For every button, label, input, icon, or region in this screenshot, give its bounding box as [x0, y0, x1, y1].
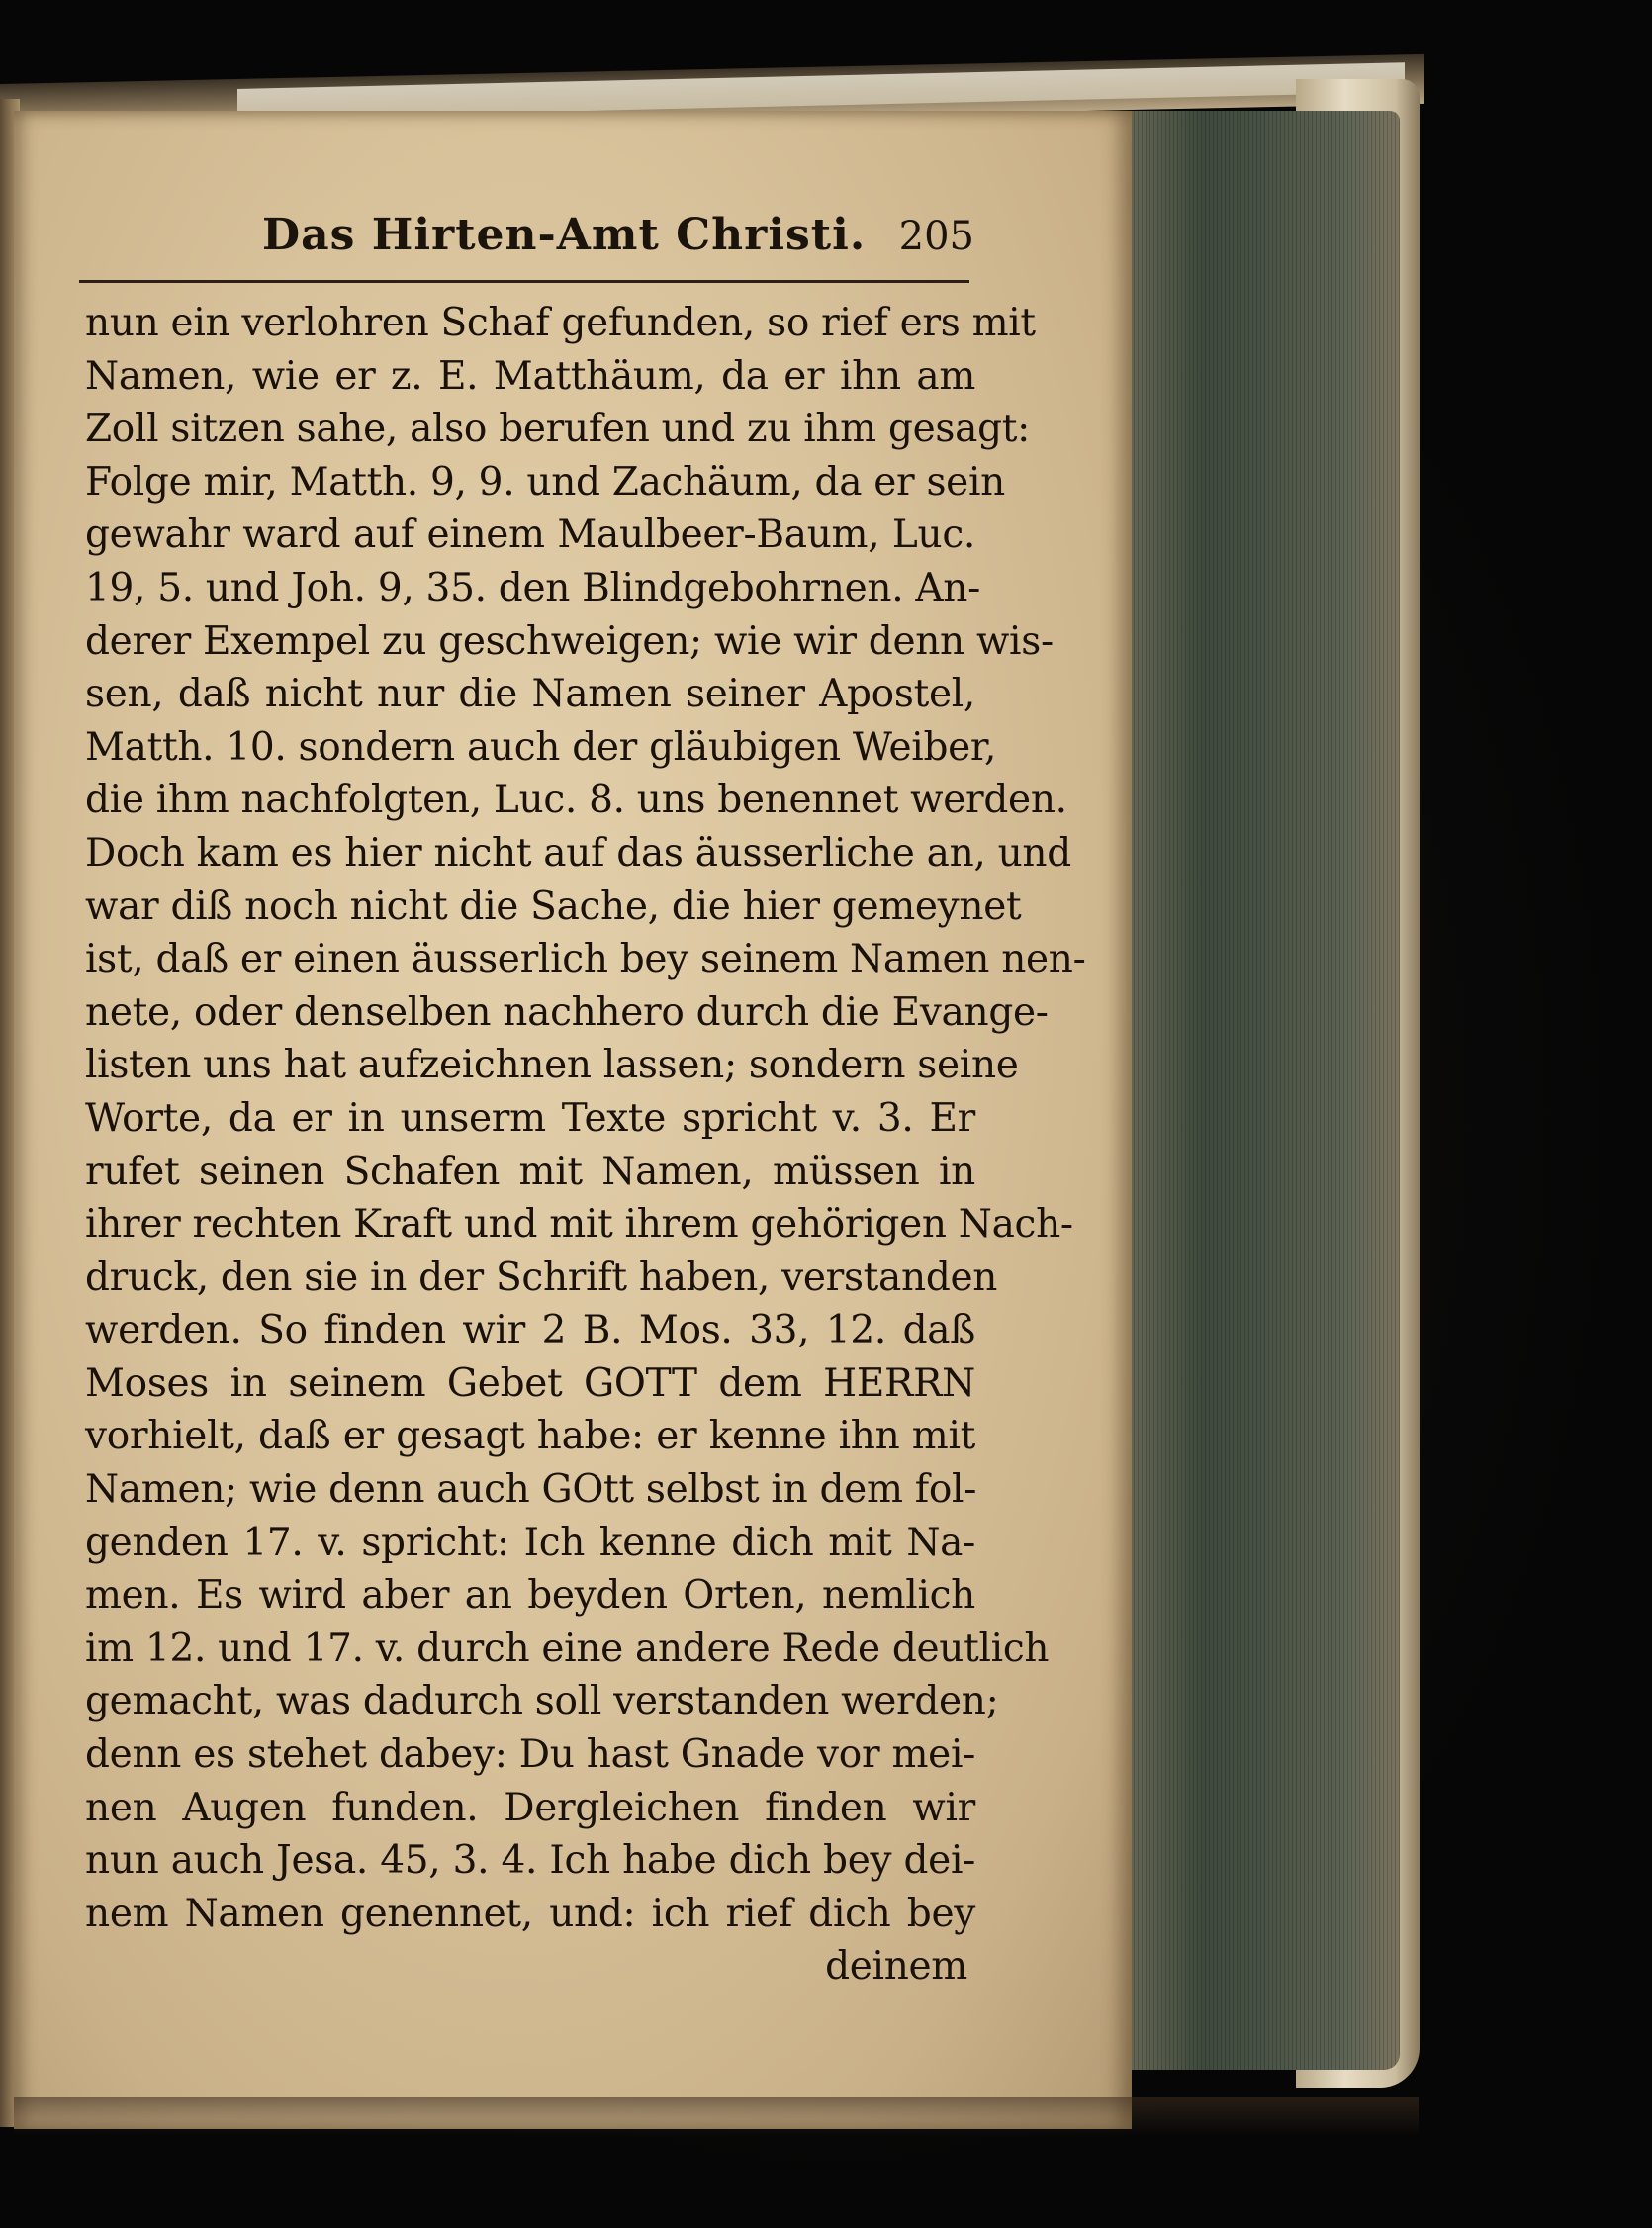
text-line: derer Exempel zu geschweigen; wie wir denn wis-	[85, 618, 1054, 664]
text-line: Worte, da er in unserm Texte spricht v. 3. Er	[85, 1095, 975, 1141]
header-rule	[79, 280, 969, 283]
text-line: die ihm nachfolgten, Luc. 8. uns benennet werden.	[85, 778, 1067, 823]
text-line: werden. So finden wir 2 B. Mos. 33, 12. daß	[85, 1308, 975, 1353]
text-line: Zoll sitzen sahe, also berufen und zu ihm gesagt:	[85, 407, 1030, 452]
text-line: vorhielt, daß er gesagt habe: er kenne ihn mit	[85, 1414, 975, 1459]
text-line: im 12. und 17. v. durch eine andere Rede deutlich	[85, 1625, 1050, 1671]
text-line: war diß noch nicht die Sache, die hier gemeynet	[85, 883, 1022, 929]
page-block-edges	[1118, 111, 1400, 2070]
text-line: ihrer rechten Kraft und mit ihrem gehörigen Nach-	[85, 1202, 1073, 1248]
catchword: deinem	[825, 1944, 967, 1990]
page-bottom-shadow	[14, 2097, 1419, 2137]
text-line: gewahr ward auf einem Maulbeer-Baum, Luc.	[85, 512, 975, 558]
body-text	[85, 297, 1086, 1994]
text-line: Doch kam es hier nicht auf das äusserliche an, und	[85, 830, 1071, 876]
text-line: nun auch Jesa. 45, 3. 4. Ich habe dich bey dei-	[85, 1838, 975, 1884]
running-title: Das Hirten-Amt Christi.	[262, 210, 867, 260]
text-line: ist, daß er einen äusserlich bey seinem Namen nen-	[85, 937, 1086, 982]
text-line: nete, oder denselben nachhero durch die Evange-	[85, 989, 1049, 1035]
text-line: genden 17. v. spricht: Ich kenne dich mit Na-	[85, 1520, 975, 1565]
text-line: men. Es wird aber an beyden Orten, nemlich	[85, 1573, 975, 1619]
text-line: listen uns hat aufzeichnen lassen; sondern seine	[85, 1043, 1019, 1088]
text-line: 19, 5. und Joh. 9, 35. den Blindgebohrnen. An-	[85, 565, 980, 610]
text-line: nun ein verlohren Schaf gefunden, so rief ers mit	[85, 301, 1036, 345]
text-line: druck, den sie in der Schrift haben, verstanden	[85, 1254, 998, 1300]
running-header	[262, 210, 974, 269]
text-line: Namen; wie denn auch GOtt selbst in dem fol-	[85, 1467, 977, 1513]
page-number: 205	[898, 214, 974, 259]
text-line: Matth. 10. sondern auch der gläubigen Weiber,	[85, 724, 997, 770]
text-line: gemacht, was dadurch soll verstanden werden;	[85, 1679, 999, 1724]
text-line: Namen, wie er z. E. Matthäum, da er ihn am	[85, 353, 975, 399]
text-line: nem Namen genennet, und: ich rief dich bey	[85, 1891, 975, 1936]
text-line: denn es stehet dabey: Du hast Gnade vor mei-	[85, 1732, 975, 1778]
text-line: Folge mir, Matth. 9, 9. und Zachäum, da er sein	[85, 459, 1005, 505]
text-line: nen Augen funden. Dergleichen finden wir	[85, 1785, 975, 1830]
text-line: sen, daß nicht nur die Namen seiner Apostel,	[85, 672, 975, 717]
text-line: Moses in seinem Gebet GOTT dem HERRN	[85, 1360, 975, 1406]
text-line: rufet seinen Schafen mit Namen, müssen in	[85, 1149, 975, 1194]
